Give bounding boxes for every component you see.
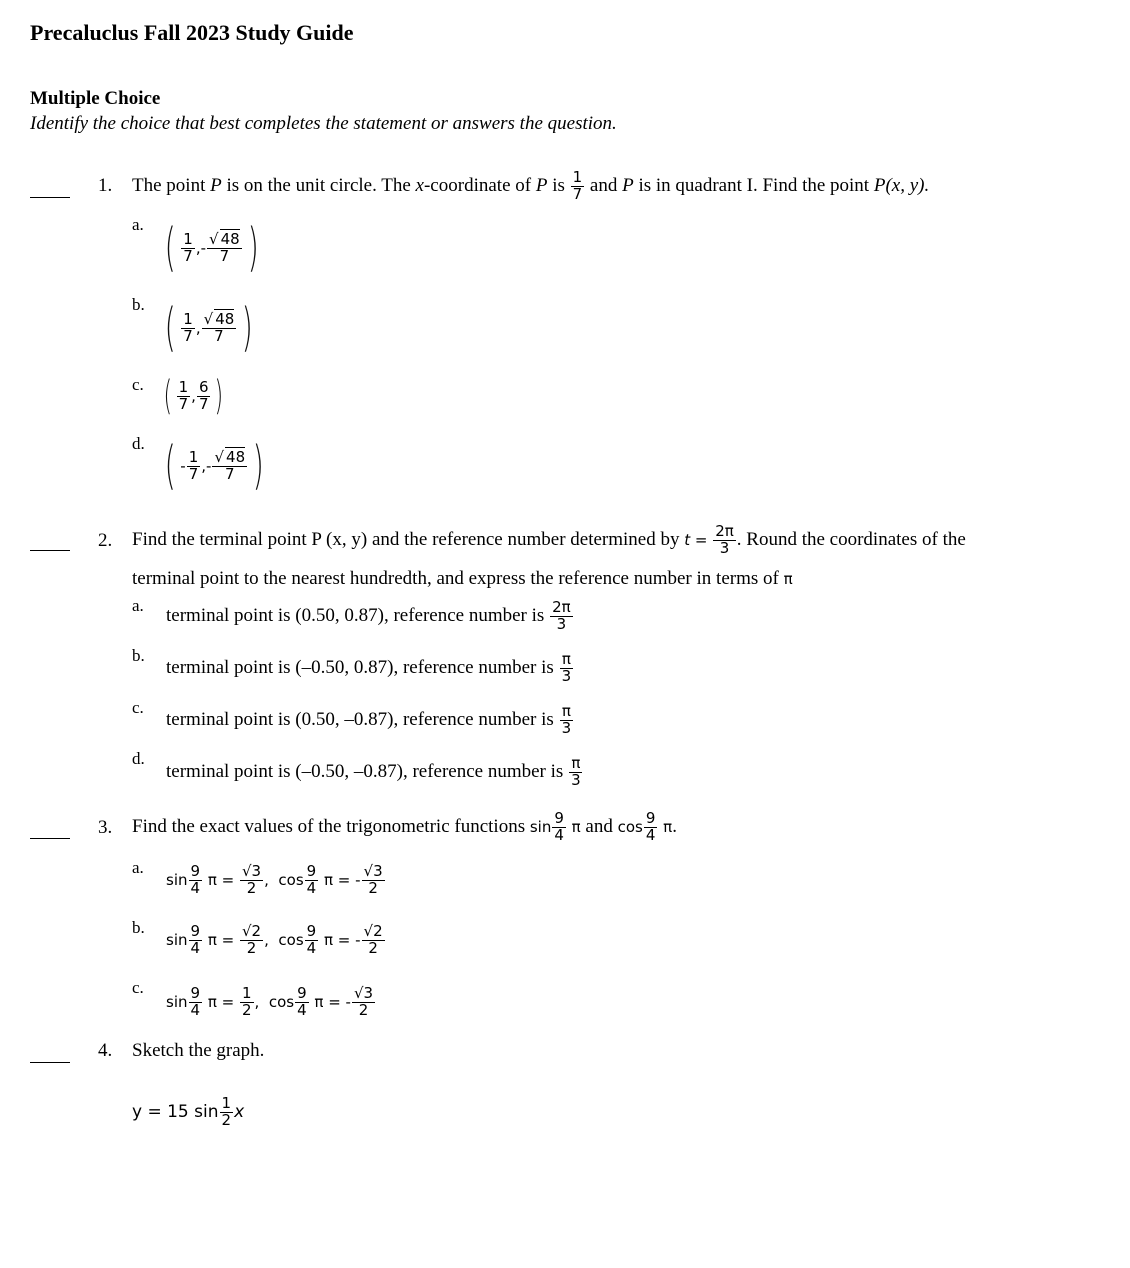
q3a-n1: 9	[190, 861, 201, 880]
q1-text-c: -coordinate of	[423, 175, 532, 196]
q3-cos: cos	[617, 818, 643, 836]
paren-right: )	[214, 373, 224, 419]
q3c-cos-den: 2	[358, 1000, 369, 1019]
q3-text: Find the exact values of the trigonometric functions	[132, 816, 526, 837]
q1d-sign: -	[206, 457, 212, 475]
q3-option-a-label: a.	[132, 858, 144, 877]
q2d-text: terminal point is (–0.50, –0.87), reference number is	[166, 761, 564, 782]
q2-option-d[interactable]	[166, 748, 584, 796]
q3a-sin: sin	[166, 871, 188, 889]
q3c-pi1: π	[207, 993, 217, 1011]
q3b-cos-num: √2	[363, 921, 383, 940]
q3-option-c[interactable]: sin 9 4 π = $\frac{1}{2}$ , cos 9 4 π = - $\frac{√3}{2}$	[166, 983, 374, 1019]
q1-option-b-label: b.	[132, 295, 145, 314]
q2b-num: π	[561, 649, 571, 668]
q2-option-a[interactable]	[166, 592, 574, 640]
q3c-d1: 4	[190, 1000, 201, 1019]
q2b-text: terminal point is (–0.50, 0.87), reference number is	[166, 657, 554, 678]
q2b-den: 3	[561, 666, 572, 685]
q3a-d1: 4	[190, 878, 201, 897]
question-number-1: 1.	[98, 175, 113, 196]
q3-and: and	[585, 816, 613, 837]
q3-d2: 4	[645, 825, 656, 844]
page-title: Precaluclus Fall 2023 Study Guide	[30, 20, 354, 45]
question-1-text	[132, 164, 929, 208]
paren-left: (	[164, 298, 176, 358]
q3b-pi1: π	[207, 931, 217, 949]
q1-option-c[interactable]: ( 1 7 , 6 7 )	[163, 373, 224, 419]
q2-option-d-label: d.	[132, 749, 145, 768]
q3b-sin-num: √2	[241, 921, 262, 940]
q3c-cos: cos	[268, 993, 295, 1011]
q3a-cos-sign: -	[355, 871, 361, 889]
q3a-pi1: π	[207, 871, 217, 889]
q1-p: P	[210, 175, 222, 196]
q3-d1: 4	[554, 825, 564, 844]
question-number-2: 2.	[98, 530, 113, 551]
q3-sin: sin	[529, 818, 552, 836]
q2a-text: terminal point is (0.50, 0.87), reference number is	[166, 605, 545, 626]
q2c-text: terminal point is (0.50, –0.87), reference number is	[166, 709, 554, 730]
q2a-den: 3	[556, 614, 567, 633]
q1-option-c-label: c.	[132, 375, 144, 394]
q3-option-b[interactable]: sin 9 4 π = $\frac{√2}{2}$ , cos 9 4 π = - $\frac{√2}{2}$	[166, 921, 383, 957]
q3b-d1: 4	[190, 938, 201, 957]
q1-text-f: is in quadrant I. Find the point	[638, 175, 870, 196]
q3-option-a[interactable]: sin 9 4 π = $\frac{√3}{2}$ , cos 9 4 π = - $\frac{√3}{2}$	[166, 861, 383, 897]
paren-right: )	[252, 436, 264, 496]
section-heading: Multiple Choice	[30, 88, 161, 109]
q2-option-b-label: b.	[132, 646, 145, 665]
q3c-d2: 4	[297, 1000, 307, 1019]
q3b-pi2: π	[323, 931, 333, 949]
q3b-n1: 9	[190, 921, 201, 940]
q4-eq-left: y = 15 sin	[132, 1102, 219, 1122]
paren-left: (	[163, 373, 173, 419]
answer-blank-4[interactable]	[30, 1062, 70, 1063]
q1c-d2: 7	[198, 394, 209, 413]
q3a-cos-num: √3	[363, 861, 383, 880]
q2-frac-den: 3	[719, 538, 730, 557]
q4-eq-right: x	[234, 1102, 245, 1122]
q1-p2: P	[535, 175, 548, 196]
q3c-pi2: π	[314, 993, 324, 1011]
q3b-cos-den: 2	[368, 938, 378, 957]
q1-text-a: The point	[132, 175, 206, 196]
q3-option-b-label: b.	[132, 918, 145, 937]
q1a-n1: 1	[183, 229, 193, 248]
q1-option-d-label: d.	[132, 434, 145, 453]
answer-blank-1[interactable]	[30, 197, 70, 198]
q3c-cos-sign: -	[345, 993, 351, 1011]
question-number-4: 4.	[98, 1040, 113, 1061]
q1a-n2: 48	[220, 229, 240, 248]
q1c-n2: 6	[198, 377, 209, 396]
q3a-n2: 9	[306, 861, 317, 880]
q1c-d1: 7	[178, 394, 189, 413]
q3c-n1: 9	[190, 983, 201, 1002]
q3b-cos: cos	[278, 931, 304, 949]
q3-n1: 9	[554, 808, 564, 827]
q2a-num: 2π	[552, 597, 571, 616]
question-number-3: 3.	[98, 817, 113, 838]
q1c-n1: 1	[178, 377, 189, 396]
q2-line1-end: . Round the coordinates of the	[736, 529, 966, 550]
q1b-d2: 7	[214, 326, 224, 345]
q1-text-b: is on the unit circle. The	[226, 175, 411, 196]
q2-option-a-label: a.	[132, 596, 144, 615]
paren-right: )	[247, 218, 259, 278]
q3b-sin-den: 2	[246, 938, 257, 957]
question-4-text: Sketch the graph.	[132, 1040, 265, 1061]
q1b-n2: 48	[215, 309, 235, 328]
instructions: Identify the choice that best completes the statement or answers the question.	[30, 113, 617, 134]
q2d-num: π	[571, 753, 581, 772]
q3b-cos-sign: -	[355, 931, 361, 949]
q3-pi2: π	[663, 818, 673, 836]
q2c-num: π	[561, 701, 571, 720]
q3c-n2: 9	[297, 983, 307, 1002]
q1b-n1: 1	[183, 309, 193, 328]
q4-frac-den: 2	[221, 1110, 232, 1129]
q1-p3: P	[622, 175, 634, 196]
q2-frac-num: 2π	[715, 521, 734, 540]
q3c-cos-num: √3	[353, 983, 374, 1002]
q3b-sin: sin	[166, 931, 188, 949]
q3a-sin-num: √3	[241, 861, 262, 880]
q2-option-c-label: c.	[132, 698, 144, 717]
paren-left: (	[164, 436, 176, 496]
q3c-sin-num: 1	[241, 983, 252, 1002]
q1-frac-num: 1	[572, 167, 583, 186]
q3c-sin: sin	[166, 993, 188, 1011]
q1-text-d: is	[552, 175, 565, 196]
q1a-d1: 7	[183, 246, 193, 265]
answer-blank-3[interactable]	[30, 838, 70, 839]
answer-blank-2[interactable]	[30, 550, 70, 551]
q1d-d2: 7	[225, 464, 235, 483]
q2-line2-text: terminal point to the nearest hundredth, and express the reference number in terms of	[132, 568, 779, 589]
q3b-n2: 9	[306, 921, 317, 940]
paren-right: )	[241, 298, 254, 358]
q1-option-a-label: a.	[132, 215, 144, 234]
q2-t: t =	[684, 531, 708, 549]
q2-option-c[interactable]	[166, 696, 574, 744]
q1b-d1: 7	[183, 326, 193, 345]
q3a-cos: cos	[278, 871, 304, 889]
q1-option-d[interactable]: ( - 1 7 , - √ 48 7 )	[164, 436, 264, 496]
q2-line1-text: Find the terminal point P (x, y) and the reference number determined by	[132, 529, 680, 550]
q3a-sin-den: 2	[246, 878, 257, 897]
q1d-d1: 7	[188, 464, 199, 483]
question-3-text	[132, 805, 677, 849]
q3a-d2: 4	[306, 878, 317, 897]
paren-left: (	[164, 218, 176, 278]
q1-frac-den: 7	[572, 184, 583, 203]
q3a-pi2: π	[323, 871, 333, 889]
q1d-sign1: -	[180, 457, 186, 475]
q1d-n2: 48	[226, 447, 246, 466]
q1-fraction	[571, 167, 585, 203]
q2d-den: 3	[571, 770, 581, 789]
q1-x: x	[415, 175, 424, 196]
q3-dot: .	[672, 816, 677, 837]
question-2-line-1	[132, 518, 966, 562]
question-2-line-2	[132, 568, 793, 590]
q4-frac-num: 1	[221, 1093, 232, 1112]
q1-option-b[interactable]: ( 1 7 , √ 48 7 )	[164, 298, 254, 358]
q2-pi: π	[783, 570, 793, 588]
q3-n2: 9	[645, 808, 656, 827]
q1a-sign: -	[200, 239, 207, 257]
q1-point: P(x, y).	[873, 175, 930, 196]
q1-text-e: and	[589, 175, 618, 196]
q3-option-c-label: c.	[132, 978, 144, 997]
q1a-d2: 7	[219, 246, 230, 265]
q1-option-a[interactable]: ( 1 7 , - √ 48 7 )	[164, 218, 259, 278]
q3b-d2: 4	[306, 938, 317, 957]
q2-option-b[interactable]	[166, 644, 574, 692]
q4-equation	[132, 1088, 244, 1136]
q2c-den: 3	[561, 718, 572, 737]
q3a-cos-den: 2	[368, 878, 378, 897]
q3-pi1: π	[571, 818, 581, 836]
q3c-sin-den: 2	[241, 1000, 252, 1019]
q1d-n1: 1	[188, 447, 199, 466]
